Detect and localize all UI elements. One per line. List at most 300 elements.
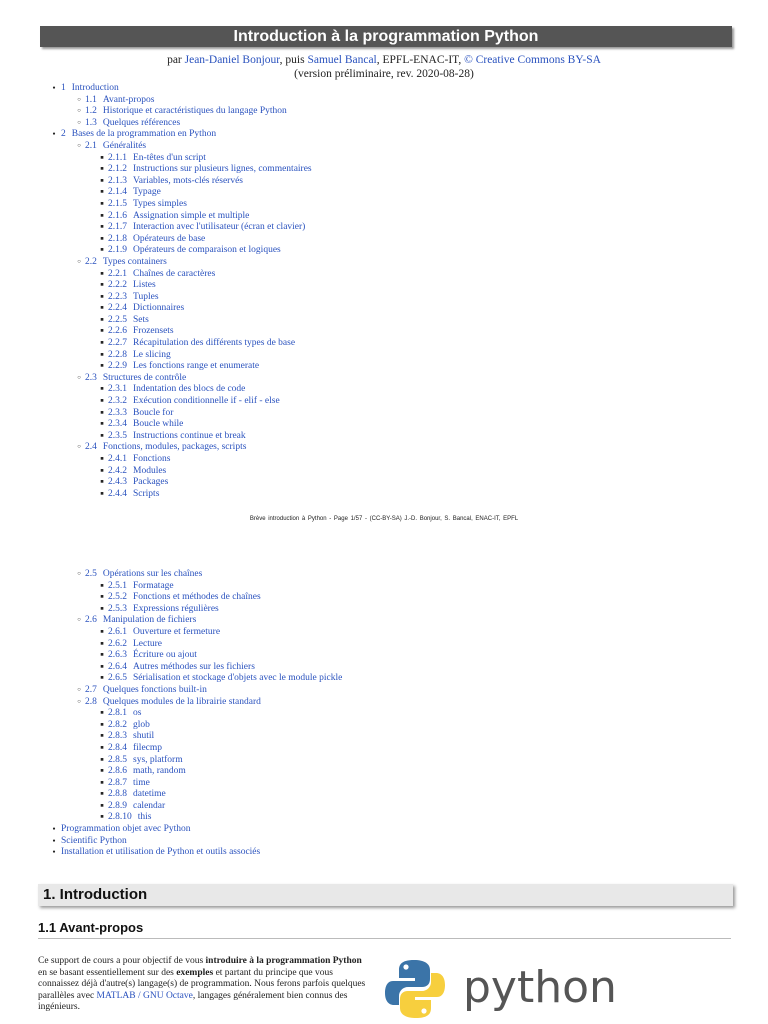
toc-item <box>0 338 768 350</box>
toc-item <box>0 245 768 257</box>
toc-bullet-icon: ■ <box>100 802 104 809</box>
toc-link[interactable] <box>108 187 161 199</box>
toc-number: 2.6.5 <box>108 673 127 684</box>
toc-link[interactable] <box>108 731 154 743</box>
toc-label: Lecture <box>133 638 163 649</box>
toc-label: Installation et utilisation de Python et outils associés <box>61 847 261 858</box>
toc-item <box>0 280 768 292</box>
toc-label: this <box>137 812 152 823</box>
toc-link[interactable] <box>85 118 180 130</box>
toc-label: Ouverture et fermeture <box>133 626 221 637</box>
toc-label: Opérations sur les chaînes <box>102 569 203 579</box>
toc-item <box>0 164 768 176</box>
toc-number: 2.2.8 <box>108 349 127 360</box>
toc-number: 2.1.7 <box>108 222 127 233</box>
toc-number: 2.8.8 <box>108 789 127 800</box>
toc-link[interactable] <box>85 95 154 107</box>
toc-link[interactable] <box>85 373 186 385</box>
toc-item <box>0 199 768 211</box>
toc-label: shutil <box>133 731 155 742</box>
toc-item <box>0 569 768 581</box>
toc-label: Frozensets <box>133 326 174 337</box>
toc-link[interactable] <box>108 778 150 790</box>
toc-link[interactable] <box>108 431 246 443</box>
toc-item <box>0 615 768 627</box>
toc-number: 1.2 <box>85 106 97 117</box>
toc-link[interactable] <box>61 847 260 859</box>
toc-item <box>0 697 768 709</box>
toc-link[interactable] <box>108 604 219 616</box>
toc-number: 2.7 <box>85 684 97 695</box>
toc-label: Boucle for <box>133 407 174 418</box>
matlab-octave-link[interactable]: MATLAB / GNU Octave <box>96 990 193 1001</box>
toc-label: Boucle while <box>133 419 184 430</box>
toc-bullet-icon: ■ <box>100 235 104 242</box>
toc-item <box>0 766 768 778</box>
toc-link[interactable] <box>108 477 168 489</box>
python-logo <box>385 958 625 1020</box>
toc-label: Listes <box>133 280 156 291</box>
toc-link[interactable] <box>108 708 141 720</box>
toc-number: 2.2.6 <box>108 326 127 337</box>
toc-item <box>0 106 768 118</box>
toc-number: 2.1.3 <box>108 175 127 186</box>
toc-bullet-icon: ■ <box>100 189 104 196</box>
toc-bullet-icon: ■ <box>100 166 104 173</box>
para-text-2: en se basant essentiellement sur des <box>38 967 177 978</box>
toc-label: math, random <box>133 766 186 777</box>
toc-link[interactable] <box>108 627 220 639</box>
toc-bullet-icon: ○ <box>77 119 81 126</box>
para-bold-2: exemples <box>176 967 214 978</box>
toc-label: Instructions sur plusieurs lignes, commentaires <box>133 164 312 175</box>
toc-number: 2.1 <box>85 140 97 151</box>
toc-label: Quelques références <box>102 117 181 128</box>
byline-org: , EPFL-ENAC-IT, <box>376 54 462 66</box>
toc-link[interactable] <box>108 350 171 362</box>
toc-item <box>0 778 768 790</box>
toc-bullet-icon: ■ <box>100 721 104 728</box>
toc-link[interactable] <box>108 153 206 165</box>
toc-link[interactable] <box>108 234 205 246</box>
toc-link[interactable] <box>108 280 156 292</box>
toc-label: Avant-propos <box>102 94 155 105</box>
toc-number: 2.5 <box>85 569 97 579</box>
toc-link[interactable] <box>61 824 191 836</box>
toc-number: 2.6 <box>85 615 97 626</box>
toc-bullet-icon: ■ <box>100 340 104 347</box>
toc-item <box>0 731 768 743</box>
toc-number: 2.2 <box>85 256 97 267</box>
author-link-bancal[interactable]: Samuel Bancal <box>307 54 377 66</box>
toc-bullet-icon: ■ <box>100 177 104 184</box>
toc-number: 2.8.6 <box>108 766 127 777</box>
toc-link[interactable] <box>85 257 167 269</box>
toc-item <box>0 581 768 593</box>
toc-label: Les fonctions range et enumerate <box>133 361 260 372</box>
toc-item <box>0 384 768 396</box>
toc-number: 2.8.4 <box>108 742 127 753</box>
toc-bullet-icon: ■ <box>100 432 104 439</box>
toc-number: 1.1 <box>85 94 97 105</box>
toc-bullet-icon: ○ <box>77 571 81 577</box>
byline-mid: , puis <box>279 54 305 66</box>
toc-number: 2.6.4 <box>108 661 127 672</box>
toc-bullet-icon: ● <box>52 827 56 833</box>
toc-label: Introduction <box>71 83 119 93</box>
toc-number: 2.3.4 <box>108 419 127 430</box>
toc-link[interactable] <box>61 836 127 848</box>
python-logo-icon <box>385 960 445 1018</box>
toc-item <box>0 234 768 246</box>
toc-label: Quelques modules de la librairie standard <box>102 696 261 707</box>
toc-number: 2.1.9 <box>108 245 127 256</box>
toc-bullet-icon: ○ <box>77 258 81 265</box>
toc-label: datetime <box>133 789 166 800</box>
toc-label: time <box>133 777 150 788</box>
toc-item <box>0 129 768 141</box>
para-text-3: et partant du principe que vous connaissez déjà d'autre(s) langage(s) de programmation. Nous ferons parfois quelques parallèles avec <box>38 967 366 1001</box>
toc-label: Écriture ou ajout <box>133 650 197 661</box>
toc-label: calendar <box>133 800 166 811</box>
toc-number: 2.1.5 <box>108 198 127 209</box>
toc-link[interactable] <box>85 442 246 454</box>
toc-number: 2.8.7 <box>108 777 127 788</box>
toc-number: 2.4.4 <box>108 488 127 499</box>
section-heading-avant-propos: 1.1 Avant-propos <box>38 919 731 939</box>
toc-item <box>0 592 768 604</box>
toc-link[interactable] <box>108 650 197 662</box>
toc-link[interactable] <box>108 489 159 501</box>
toc-link[interactable] <box>108 673 342 685</box>
author-link-bonjour[interactable]: Jean-Daniel Bonjour <box>184 54 280 66</box>
toc-link[interactable] <box>108 176 243 188</box>
toc-number: 2.6.3 <box>108 650 127 661</box>
toc-number: 2.8.2 <box>108 719 127 730</box>
toc-bullet-icon: ■ <box>100 490 104 497</box>
toc-number: 2.2.5 <box>108 314 127 325</box>
toc-item <box>0 824 768 836</box>
byline-prefix: par <box>167 54 182 66</box>
toc-label: Quelques fonctions built-in <box>102 684 207 695</box>
toc-label: Exécution conditionnelle if - elif - else <box>133 396 280 407</box>
toc-bullet-icon: ■ <box>100 316 104 323</box>
toc-bullet-icon: ■ <box>100 328 104 335</box>
toc-number: 2.1.4 <box>108 187 127 198</box>
toc-bullet-icon: ■ <box>100 652 104 659</box>
toc-item <box>0 350 768 362</box>
toc-bullet-icon: ■ <box>100 409 104 416</box>
para-text-4: , langages généralement bien connus des ingénieurs. <box>38 990 348 1013</box>
toc-bullet-icon: ● <box>52 86 56 91</box>
toc-link[interactable] <box>108 292 159 304</box>
toc-bullet-icon: ■ <box>100 594 104 601</box>
toc-bullet-icon: ■ <box>100 605 104 612</box>
toc-number: 2.8.5 <box>108 754 127 765</box>
toc-link[interactable] <box>108 396 280 408</box>
toc-label: Tuples <box>133 291 159 302</box>
toc-link[interactable] <box>108 338 295 350</box>
table-of-contents-part1 <box>0 83 768 500</box>
toc-bullet-icon: ■ <box>100 293 104 300</box>
toc-item <box>0 187 768 199</box>
toc-link[interactable] <box>108 164 312 176</box>
toc-label: Expressions régulières <box>133 603 219 614</box>
toc-bullet-icon: ■ <box>100 756 104 763</box>
toc-bullet-icon: ● <box>52 132 56 138</box>
toc-link[interactable] <box>108 801 165 813</box>
toc-bullet-icon: ■ <box>100 363 104 370</box>
toc-item <box>0 673 768 685</box>
toc-item <box>0 118 768 130</box>
toc-number: 2.3.3 <box>108 407 127 418</box>
toc-link[interactable] <box>108 743 162 755</box>
toc-link[interactable] <box>108 222 305 234</box>
toc-item <box>0 408 768 420</box>
toc-label: Scripts <box>133 488 160 499</box>
toc-item <box>0 396 768 408</box>
toc-number: 2.4.1 <box>108 454 127 464</box>
toc-item <box>0 83 768 95</box>
toc-link[interactable] <box>61 129 216 141</box>
toc-item <box>0 847 768 859</box>
toc-item <box>0 627 768 639</box>
toc-label: Packages <box>133 477 169 488</box>
toc-item <box>0 836 768 848</box>
toc-bullet-icon: ○ <box>77 617 81 624</box>
toc-number: 2.2.1 <box>108 268 127 279</box>
toc-link[interactable] <box>61 83 119 95</box>
toc-number: 2.6.1 <box>108 626 127 637</box>
toc-item <box>0 141 768 153</box>
toc-item <box>0 604 768 616</box>
toc-link[interactable] <box>85 697 261 709</box>
toc-label: Scientific Python <box>61 835 127 846</box>
toc-item <box>0 801 768 813</box>
toc-item <box>0 315 768 327</box>
toc-bullet-icon: ■ <box>100 675 104 682</box>
toc-bullet-icon: ■ <box>100 270 104 277</box>
license-link[interactable]: © Creative Commons BY-SA <box>464 54 601 66</box>
toc-item <box>0 431 768 443</box>
toc-link[interactable] <box>108 639 162 651</box>
toc-label: Variables, mots-clés réservés <box>133 175 244 186</box>
toc-bullet-icon: ■ <box>100 456 104 462</box>
toc-label: Interaction avec l'utilisateur (écran et clavier) <box>133 222 306 233</box>
toc-number: 2.3.2 <box>108 396 127 407</box>
toc-number: 2.1.1 <box>108 152 127 163</box>
toc-link[interactable] <box>108 384 245 396</box>
toc-label: Typage <box>133 187 161 198</box>
para-text-1: Ce support de cours a pour objectif de vous <box>38 956 206 966</box>
toc-number: 2.8.9 <box>108 800 127 811</box>
toc-link[interactable] <box>108 419 183 431</box>
toc-label: Sérialisation et stockage d'objets avec le module pickle <box>133 673 343 684</box>
toc-label: Fonctions <box>133 454 171 464</box>
toc-number: 2.2.2 <box>108 280 127 291</box>
toc-label: Types simples <box>133 198 187 209</box>
toc-number: 2.5.1 <box>108 580 127 591</box>
toc-bullet-icon: ○ <box>77 142 81 149</box>
toc-label: Structures de contrôle <box>102 372 187 383</box>
toc-bullet-icon: ■ <box>100 663 104 670</box>
toc-bullet-icon: ■ <box>100 247 104 254</box>
toc-link[interactable] <box>108 662 255 674</box>
toc-bullet-icon: ■ <box>100 398 104 405</box>
python-wordmark: python <box>463 962 617 1013</box>
version-note: (version préliminaire, rev. 2020-08-28) <box>294 68 474 80</box>
toc-label: Historique et caractéristiques du langage Python <box>102 106 287 117</box>
toc-bullet-icon: ○ <box>77 374 81 381</box>
toc-item <box>0 95 768 107</box>
toc-bullet-icon: ■ <box>100 154 104 161</box>
toc-bullet-icon: ■ <box>100 582 104 589</box>
toc-link[interactable] <box>108 199 187 211</box>
toc-number: 2.1.6 <box>108 210 127 221</box>
toc-link[interactable] <box>108 466 166 478</box>
toc-item <box>0 222 768 234</box>
toc-label: Fonctions et méthodes de chaînes <box>133 592 261 603</box>
toc-number: 2.2.9 <box>108 361 127 372</box>
toc-link[interactable] <box>85 615 196 627</box>
toc-bullet-icon: ■ <box>100 421 104 428</box>
toc-item <box>0 454 768 466</box>
toc-label: Généralités <box>102 140 147 151</box>
toc-link[interactable] <box>108 361 259 373</box>
toc-item <box>0 269 768 281</box>
toc-label: Autres méthodes sur les fichiers <box>133 661 255 672</box>
toc-link[interactable] <box>108 592 261 604</box>
toc-label: Formatage <box>133 580 174 591</box>
toc-bullet-icon: ■ <box>100 351 104 358</box>
toc-label: Bases de la programmation en Python <box>71 129 217 140</box>
toc-bullet-icon: ■ <box>100 224 104 231</box>
toc-bullet-icon: ■ <box>100 814 104 821</box>
toc-link[interactable] <box>108 211 249 223</box>
toc-label: Programmation objet avec Python <box>61 824 191 835</box>
toc-item <box>0 685 768 697</box>
toc-bullet-icon: ■ <box>100 628 104 635</box>
toc-bullet-icon: ○ <box>77 698 81 705</box>
toc-item <box>0 639 768 651</box>
toc-label: Assignation simple et multiple <box>133 210 250 221</box>
toc-number: 2 <box>61 129 66 140</box>
toc-bullet-icon: ● <box>52 838 56 844</box>
toc-link[interactable] <box>108 812 151 824</box>
toc-number: 2.3 <box>85 372 97 383</box>
toc-link[interactable] <box>108 245 281 257</box>
toc-item <box>0 211 768 223</box>
toc-number: 2.1.8 <box>108 233 127 244</box>
toc-link[interactable] <box>108 454 170 466</box>
toc-link[interactable] <box>108 269 215 281</box>
toc-number: 2.2.7 <box>108 338 127 349</box>
toc-link[interactable] <box>108 766 186 778</box>
toc-label: Opérateurs de base <box>133 233 206 244</box>
toc-number: 1.3 <box>85 117 97 128</box>
toc-item <box>0 755 768 767</box>
toc-link[interactable] <box>85 685 207 697</box>
toc-number: 2.2.3 <box>108 291 127 302</box>
toc-bullet-icon: ■ <box>100 779 104 786</box>
toc-link[interactable] <box>108 315 149 327</box>
toc-link[interactable] <box>108 755 183 767</box>
toc-bullet-icon: ○ <box>77 96 81 103</box>
toc-label: Chaînes de caractères <box>133 268 216 279</box>
toc-number: 2.8 <box>85 696 97 707</box>
toc-label: Types containers <box>102 256 167 267</box>
toc-label: Dictionnaires <box>133 303 185 314</box>
toc-label: En-têtes d'un script <box>133 152 206 163</box>
toc-item <box>0 361 768 373</box>
toc-item <box>0 303 768 315</box>
toc-number: 2.3.1 <box>108 384 127 395</box>
toc-bullet-icon: ○ <box>77 108 81 115</box>
toc-number: 2.4.3 <box>108 477 127 488</box>
toc-label: Modules <box>133 465 167 476</box>
toc-bullet-icon: ■ <box>100 386 104 393</box>
toc-number: 2.6.2 <box>108 638 127 649</box>
toc-label: Récapitulation des différents types de base <box>133 338 296 349</box>
para-bold-1: introduire à la programmation Python <box>205 956 362 966</box>
toc-item <box>0 477 768 489</box>
toc-label: Le slicing <box>133 349 171 360</box>
toc-link[interactable] <box>108 326 174 338</box>
toc-link[interactable] <box>108 408 173 420</box>
toc-bullet-icon: ■ <box>100 305 104 312</box>
toc-item <box>0 662 768 674</box>
toc-item <box>0 176 768 188</box>
toc-item <box>0 373 768 385</box>
toc-number: 2.3.5 <box>108 430 127 441</box>
toc-link[interactable] <box>108 789 166 801</box>
toc-bullet-icon: ■ <box>100 744 104 751</box>
document-title: Introduction à la programmation Python <box>40 26 732 47</box>
toc-bullet-icon: ● <box>52 850 56 856</box>
byline <box>0 53 768 81</box>
toc-bullet-icon: ■ <box>100 640 104 647</box>
toc-link[interactable] <box>108 720 150 732</box>
toc-item <box>0 257 768 269</box>
toc-item <box>0 489 768 501</box>
intro-paragraph <box>38 956 373 1014</box>
toc-label: os <box>133 708 142 719</box>
toc-item <box>0 326 768 338</box>
toc-link[interactable] <box>85 569 202 581</box>
toc-item <box>0 743 768 755</box>
toc-item <box>0 812 768 824</box>
toc-label: filecmp <box>133 742 163 753</box>
toc-number: 1 <box>61 83 66 93</box>
table-of-contents-part2 <box>0 569 768 859</box>
toc-link[interactable] <box>85 141 146 153</box>
toc-label: sys, platform <box>133 754 183 765</box>
toc-number: 2.8.1 <box>108 708 127 719</box>
toc-bullet-icon: ■ <box>100 791 104 798</box>
toc-item <box>0 708 768 720</box>
toc-item <box>0 153 768 165</box>
toc-bullet-icon: ■ <box>100 479 104 486</box>
toc-item <box>0 292 768 304</box>
toc-link[interactable] <box>108 303 184 315</box>
toc-number: 2.8.10 <box>108 812 132 823</box>
toc-bullet-icon: ■ <box>100 467 104 474</box>
toc-link[interactable] <box>85 106 287 118</box>
toc-number: 2.2.4 <box>108 303 127 314</box>
toc-item <box>0 789 768 801</box>
toc-label: Instructions continue et break <box>133 430 246 441</box>
toc-link[interactable] <box>108 581 174 593</box>
